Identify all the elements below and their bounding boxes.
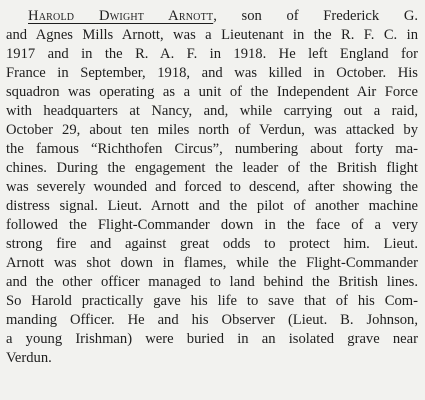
text-line-4: France in September, 1918, and was killed in October. His <box>6 65 418 81</box>
text-line-1 <box>6 7 418 26</box>
text-line-7: October 29, about ten miles north of Verdun, was attacked by <box>6 122 418 138</box>
text-line-6: with headquarters at Nancy, and, while carrying out a raid, <box>6 103 418 119</box>
text-line-2: and Agnes Mills Arnott, was a Lieutenant in the R. F. C. in <box>6 27 418 43</box>
text-line-12: followed the Flight-Commander down in the face of a very <box>6 217 418 233</box>
text-line-10: was severely wounded and forced to descend, after showing the <box>6 179 418 195</box>
text-line-14: Arnott was shot down in flames, while the Flight-Commander <box>6 255 418 271</box>
text-line-15: and the other officer managed to land behind the British lines. <box>6 274 418 290</box>
memorial-paragraph <box>6 7 418 368</box>
text-line-16: So Harold practically gave his life to save that of his Com- <box>6 293 418 309</box>
text-line-8: the famous “Richthofen Circus”, numbering about forty ma- <box>6 141 418 157</box>
text-line-17: manding Officer. He and his Observer (Lieut. B. Johnson, <box>6 312 418 328</box>
text-line-13: strong fire and against great odds to protect him. Lieut. <box>6 236 418 252</box>
text-line-1-rest: , son of Frederick G. <box>213 8 418 24</box>
text-line-11: distress signal. Lieut. Arnott and the pilot of another machine <box>6 198 418 214</box>
text-line-19: Verdun. <box>6 350 52 366</box>
text-line-5: squadron was operating as a unit of the Independent Air Force <box>6 84 418 100</box>
person-name: Harold Dwight Arnott <box>28 8 214 24</box>
text-line-3: 1917 and in the R. A. F. in 1918. He left England for <box>6 46 418 62</box>
text-line-18: a young Irishman) were buried in an isolated grave near <box>6 331 418 347</box>
text-line-9: chines. During the engagement the leader of the British flight <box>6 160 418 176</box>
